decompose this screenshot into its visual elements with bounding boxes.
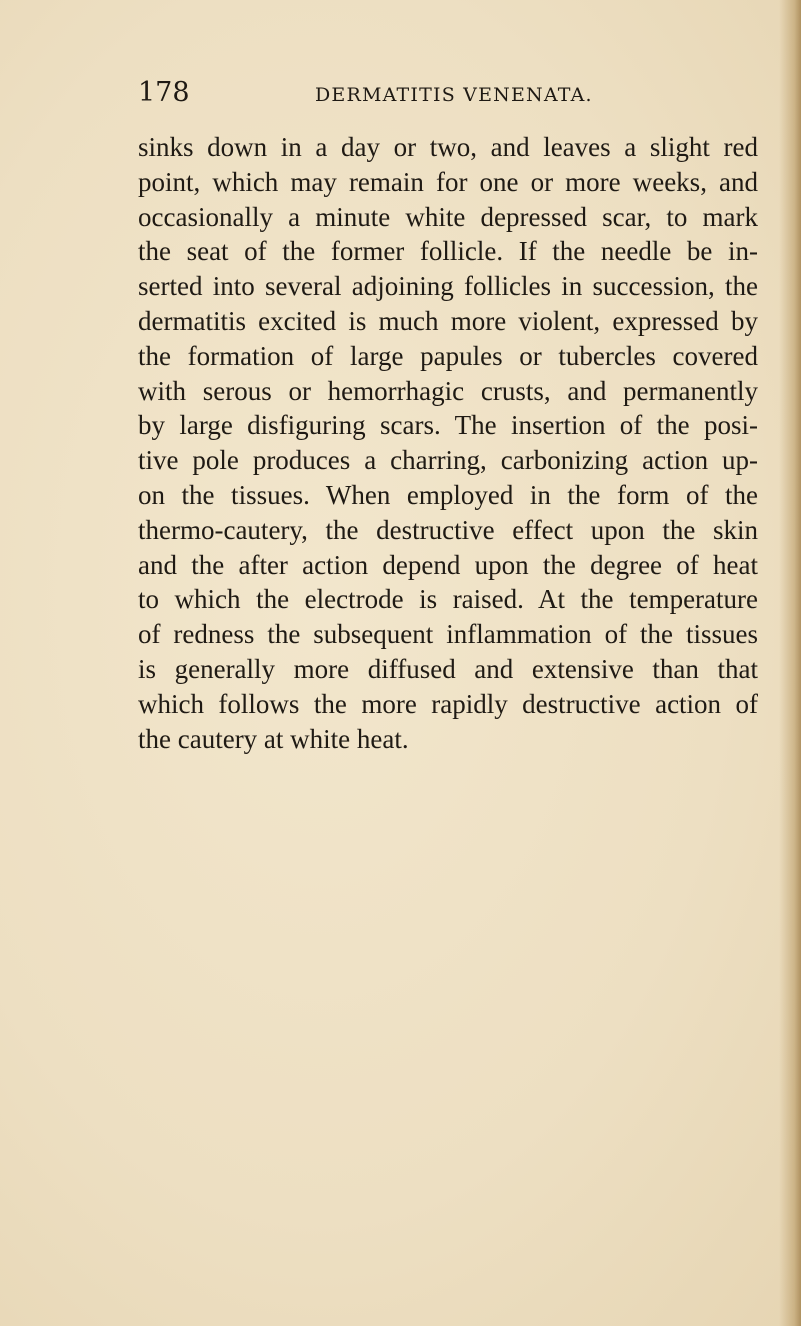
text-line: point, which may remain for one or more weeks, and (138, 166, 758, 197)
text-line: the cautery at white heat. (138, 723, 409, 754)
text-line: the seat of the former follicle. If the needle be in- (138, 236, 758, 267)
text-line: of redness the subsequent inflammation of the tissues (138, 619, 758, 650)
text-line: tive pole produces a charring, carbonizing action up- (138, 445, 758, 476)
text-line: is generally more diffused and extensive than that (138, 653, 758, 684)
text-line: occasionally a minute white depressed scar, to mark (138, 201, 758, 232)
text-line: by large disfiguring scars. The insertion of the posi- (138, 410, 758, 441)
text-line: on the tissues. When employed in the form of the (138, 479, 758, 510)
body-text (138, 130, 758, 756)
text-line: dermatitis excited is much more violent, expressed by (138, 305, 758, 336)
page-header (138, 76, 758, 116)
text-line: sinks down in a day or two, and leaves a slight red (138, 132, 758, 162)
text-line: the formation of large papules or tubercles covered (138, 340, 758, 371)
text-line: serted into several adjoining follicles in succession, the (138, 271, 758, 302)
running-head: DERMATITIS VENENATA. (315, 84, 593, 106)
page-edge-shadow (779, 0, 801, 1326)
text-line: to which the electrode is raised. At the temperature (138, 584, 758, 615)
text-line: with serous or hemorrhagic crusts, and permanently (138, 375, 758, 406)
page-number: 178 (138, 77, 190, 108)
text-line: and the after action depend upon the degree of heat (138, 549, 758, 580)
text-line: which follows the more rapidly destructive action of (138, 688, 758, 719)
text-line: thermo-cautery, the destructive effect upon the skin (138, 514, 758, 545)
